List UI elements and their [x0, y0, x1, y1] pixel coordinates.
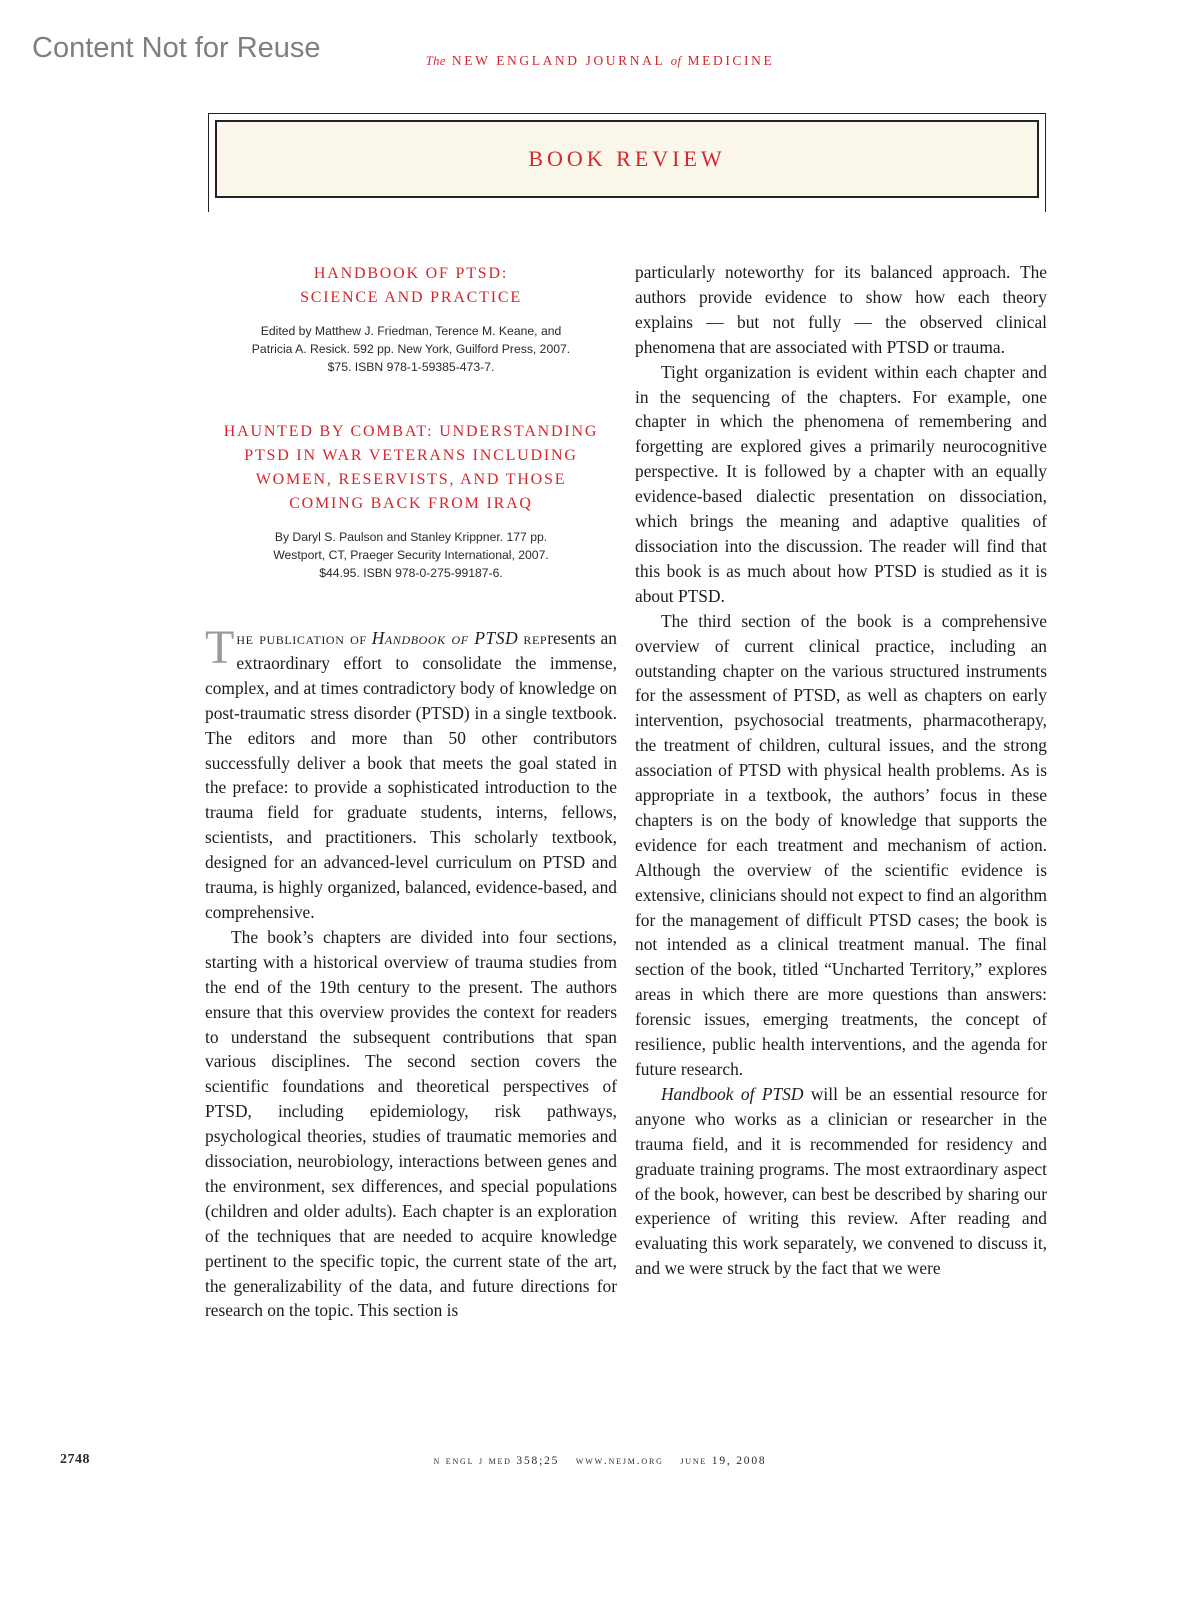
article-paragraph-1: [205, 621, 617, 925]
paragraph-1-text: resents an extraordinary effort to consolidate the immense, complex, and at times contradictory body of knowledge on post-traumatic stress disorder (PTSD) in a single textbook. The editors and more than 50 other contributors successfully deliver a book that meets the goal stated in the preface: to provide a sophisticated introduction to the trauma field for graduate students, interns, fellows, scientists, and practitioners. This scholarly textbook, designed for an advanced-level curriculum on PTSD and trauma, is highly organized, balanced, evidence-based, and comprehensive.: [205, 628, 617, 922]
drop-cap: T: [205, 621, 235, 674]
lead-in-caps: he publication of: [236, 628, 367, 648]
book-2-title: [205, 420, 617, 516]
book-1-title-line: SCIENCE AND PRACTICE: [300, 289, 522, 306]
book-1-title-line: HANDBOOK OF PTSD:: [313, 265, 509, 282]
journal-header: [0, 53, 1200, 69]
footer-citation: [0, 1455, 1200, 1467]
right-column: [635, 260, 1047, 1281]
book-2-details-line: $44.95. ISBN 978-0-275-99187-6.: [319, 566, 503, 580]
article-paragraph-4: The third section of the book is a comprehensive overview of current clinical practice, including an outstanding chapter on the various structured instruments for the assessment of PTSD, as well as chapters on early intervention, psychosocial treatments, pharmacotherapy, the treatment of children, cultural issues, and the strong association of PTSD with physical health problems. As is appropriate in a textbook, the authors’ focus in these chapters is on the body of knowledge that supports the evidence for each treatment and mechanism of action. Although the overview of the scientific evidence is extensive, clinicians should not expect to find an algorithm for the management of difficult PTSD cases; the book is not intended as a clinical treatment manual. The final section of the book, titled “Uncharted Territory,” explores areas in which there are more questions than answers: forensic issues, emerging treatments, the concept of resilience, public health interventions, and the agenda for future research.: [635, 610, 1047, 1079]
journal-header-the: The: [425, 54, 446, 68]
page-number: 2748: [60, 1452, 90, 1467]
journal-header-of: of: [670, 54, 682, 68]
book-2-title-line: WOMEN, RESERVISTS, AND THOSE: [255, 471, 567, 488]
article-paragraph-3: Tight organization is evident within each chapter and in the sequencing of the chapters. For example, one chapter in which the phenomena of remembering and forgetting are explored gives a primarily neurocognitive perspective. It is followed by a chapter with an equally evidence-based dialectic presentation on dissociation, which brings the meaning and adaptive qualities of dissociation into the discussion. The reader will find that this book is as much about how PTSD is studied as it is about PTSD.: [635, 361, 1047, 606]
book-2-title-line: PTSD IN WAR VETERANS INCLUDING: [244, 447, 578, 464]
book-2-title-line: HAUNTED BY COMBAT: UNDERSTANDING: [223, 423, 599, 440]
paragraph-5-text: will be an essential resource for anyone who works as a clinician or researcher in the trauma field, and it is recommended for residency and graduate training programs. The most extraordinary aspect of the book, however, can best be described by sharing our experience of writing this review. After reading and evaluating this work separately, we convened to discuss it, and we were struck by the fact that we were: [635, 1083, 1047, 1279]
journal-header-medicine: MEDICINE: [687, 53, 775, 68]
book-2-details-line: By Daryl S. Paulson and Stanley Krippner. 177 pp.: [274, 530, 548, 544]
book-1-details-line: $75. ISBN 978-1-59385-473-7.: [327, 360, 495, 374]
footer-date: june 19, 2008: [680, 1455, 767, 1467]
book-2-title-line: COMING BACK FROM IRAQ: [289, 495, 533, 512]
section-banner: [215, 120, 1039, 198]
book-1-details-line: Edited by Matthew J. Friedman, Terence M. Keane, and: [260, 324, 562, 338]
section-frame: [208, 113, 1046, 212]
section-title: BOOK REVIEW: [528, 146, 726, 171]
lead-in-rep: rep: [523, 628, 548, 648]
footer-journal-citation: n engl j med 358;25: [433, 1455, 560, 1467]
book-2-details: [205, 528, 617, 582]
footer-website: www.nejm.org: [575, 1455, 664, 1467]
book-1-details: [205, 322, 617, 376]
lead-in-book-title: Handbook of PTSD: [371, 628, 519, 648]
article-paragraph-2-continued: particularly noteworthy for its balanced approach. The authors provide evidence to show how each theory explains — but not fully — the observed clinical phenomena that are associated with PTSD or trauma.: [635, 262, 1047, 357]
article-paragraph-5: [635, 1082, 1047, 1281]
journal-header-name: NEW ENGLAND JOURNAL: [451, 53, 665, 68]
left-column: [205, 260, 617, 1323]
article-paragraph-2: The book’s chapters are divided into four sections, starting with a historical overview of trauma studies from the end of the 19th century to the present. The authors ensure that this overview provides the context for readers to understand the subsequent contributions that span various disciplines. The second section covers the scientific foundations and theoretical perspectives of PTSD, including epidemiology, risk pathways, psychological theories, studies of traumatic memories and dissociation, neurobiology, interactions between genes and the environment, sex differences, and special populations (children and older adults). Each chapter is an exploration of the techniques that are needed to acquire knowledge pertinent to the specific topic, the current state of the art, the generalizability of the data, and future directions for research on the topic. This section is: [205, 926, 617, 1321]
book-1-title: [205, 262, 617, 310]
book-2-details-line: Westport, CT, Praeger Security International, 2007.: [273, 548, 549, 562]
watermark: Content Not for Reuse: [32, 32, 321, 64]
book-1-details-line: Patricia A. Resick. 592 pp. New York, Guilford Press, 2007.: [251, 342, 571, 356]
paragraph-5-book-title: Handbook of PTSD: [661, 1083, 804, 1104]
